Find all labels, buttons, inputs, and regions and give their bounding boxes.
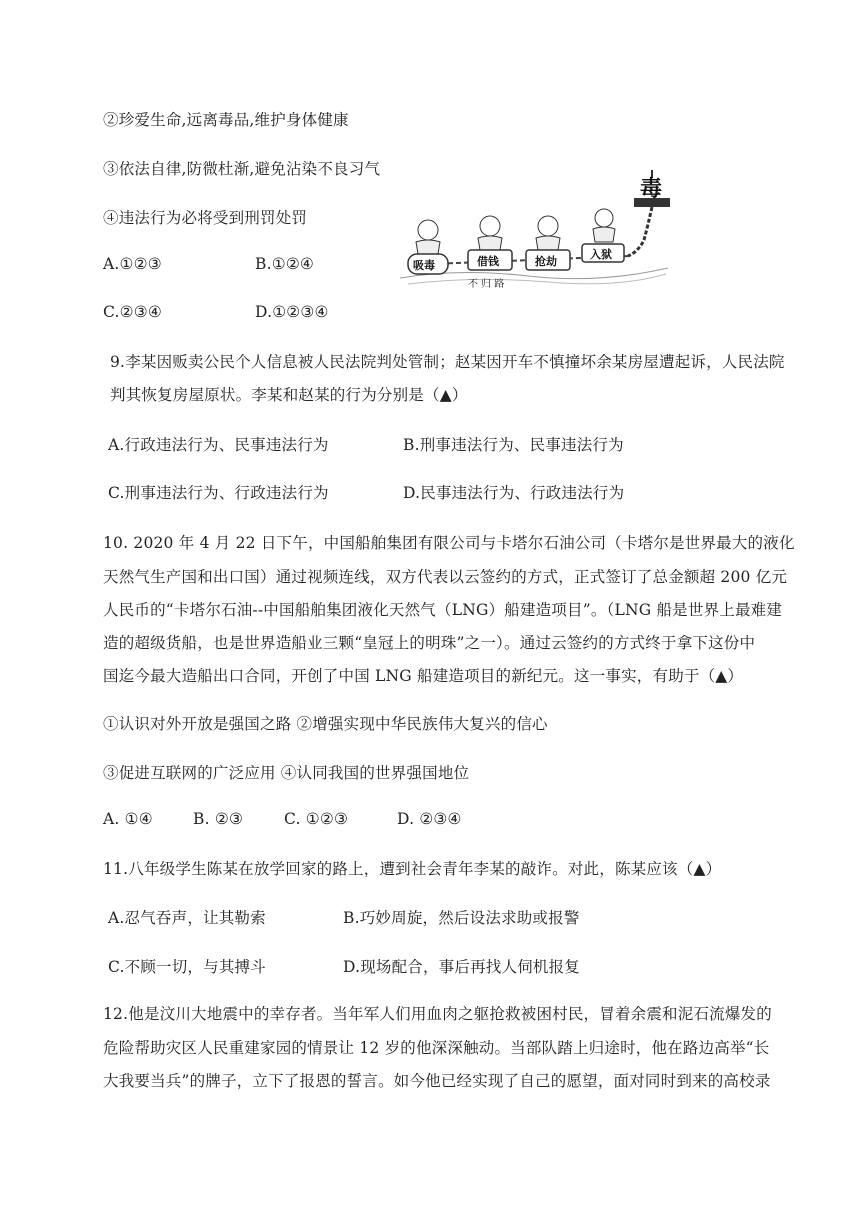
q9-choice-d: D.民事违法行为、行政违法行为 bbox=[403, 484, 625, 502]
q12-stem-line-3: 大我要当兵”的牌子，立下了报恩的誓言。如今他已经实现了自己的愿望，面对同时到来的高校录 bbox=[103, 1072, 771, 1090]
q11-choice-c: C.不顾一切，与其搏斗 bbox=[108, 958, 266, 976]
figure-2 bbox=[478, 216, 502, 250]
q11-choice-d: D.现场配合，事后再找人伺机报复 bbox=[343, 958, 581, 976]
step-4-label: 入狱 bbox=[590, 248, 612, 261]
q10-options-1-2: ①认识对外开放是强国之路 ②增强实现中华民族伟大复兴的信心 bbox=[103, 715, 548, 733]
q8-choice-c: C.②③④ bbox=[103, 303, 162, 321]
q10-stem-line-1: 10. 2020 年 4 月 22 日下午，中国船舶集团有限公司与卡塔尔石油公司（卡塔尔是世界最大的液化 bbox=[103, 534, 795, 552]
q12-stem-line-2: 危险帮助灾区人民重建家园的情景让 12 岁的他深深触动。当部队踏上归途时，他在路边高举“长 bbox=[103, 1039, 770, 1057]
q11-choice-b: B.巧妙周旋，然后设法求助或报警 bbox=[343, 909, 580, 927]
q10-stem-line-5: 国迄今最大造船出口合同，开创了中国 LNG 船建造项目的新纪元。这一事实，有助于（▲） bbox=[103, 667, 744, 685]
q12-stem-line-1: 12.他是汶川大地震中的幸存者。当年军人们用血肉之躯抢救被困村民，冒着余震和泥石流爆发的 bbox=[103, 1005, 772, 1023]
road-label: 不 归 路 bbox=[468, 279, 505, 290]
q11-stem: 11.八年级学生陈某在放学回家的路上，遭到社会青年李某的敲诈。对此，陈某应该（▲） bbox=[103, 860, 722, 878]
step-2-label: 借钱 bbox=[477, 255, 499, 268]
drug-road-cartoon bbox=[398, 170, 674, 290]
top-character: 毒 bbox=[640, 176, 663, 202]
q10-stem-line-4: 造的超级货船，也是世界造船业三颗“皇冠上的明珠”之一）。通过云签约的方式终于拿下这份中 bbox=[103, 634, 756, 652]
q8-choice-b: B.①②④ bbox=[255, 255, 315, 273]
q8-choice-a: A.①②③ bbox=[103, 255, 162, 273]
q9-choice-c: C.刑事违法行为、行政违法行为 bbox=[108, 484, 329, 502]
q10-choice-a: A. ①④ bbox=[103, 810, 153, 828]
q11-choice-a: A.忍气吞声，让其勒索 bbox=[108, 909, 266, 927]
step-1-label: 吸毒 bbox=[413, 259, 435, 272]
q8-option-2: ②珍爱生命,远离毒品,维护身体健康 bbox=[103, 111, 349, 129]
q8-option-3: ③依法自律,防微杜渐,避免沾染不良习气 bbox=[103, 160, 381, 178]
step-3-label: 抢劫 bbox=[535, 255, 557, 268]
figure-4 bbox=[593, 209, 615, 242]
q10-choice-d: D. ②③④ bbox=[397, 810, 462, 828]
q8-option-4: ④违法行为必将受到刑罚处罚 bbox=[103, 209, 308, 227]
q8-choice-d: D.①②③④ bbox=[255, 303, 329, 321]
q10-stem-line-2: 天然气生产国和出口国）通过视频连线，双方代表以云签约的方式，正式签订了总金额超 200 亿元 bbox=[103, 568, 788, 586]
poison-character-pedestal bbox=[628, 170, 670, 256]
q9-choice-b: B.刑事违法行为、民事违法行为 bbox=[403, 436, 624, 454]
q9-stem-line-2: 判其恢复房屋原状。李某和赵某的行为分别是（▲） bbox=[110, 386, 468, 404]
q10-options-3-4: ③促进互联网的广泛应用 ④认同我国的世界强国地位 bbox=[103, 764, 470, 782]
q9-stem-line-1: 9.李某因贩卖公民个人信息被人民法院判处管制；赵某因开车不慎撞坏余某房屋遭起诉，人民法院 bbox=[110, 353, 785, 371]
q10-choice-b: B. ②③ bbox=[193, 810, 244, 828]
q9-choice-a: A.行政违法行为、民事违法行为 bbox=[108, 436, 329, 454]
q10-choice-c: C. ①②③ bbox=[284, 810, 349, 828]
figure-3 bbox=[536, 216, 560, 250]
q10-stem-line-3: 人民币的“卡塔尔石油--中国船舶集团液化天然气（LNG）船建造项目”。（LNG 船是世界上最难建 bbox=[103, 601, 783, 619]
figure-1 bbox=[416, 220, 440, 254]
